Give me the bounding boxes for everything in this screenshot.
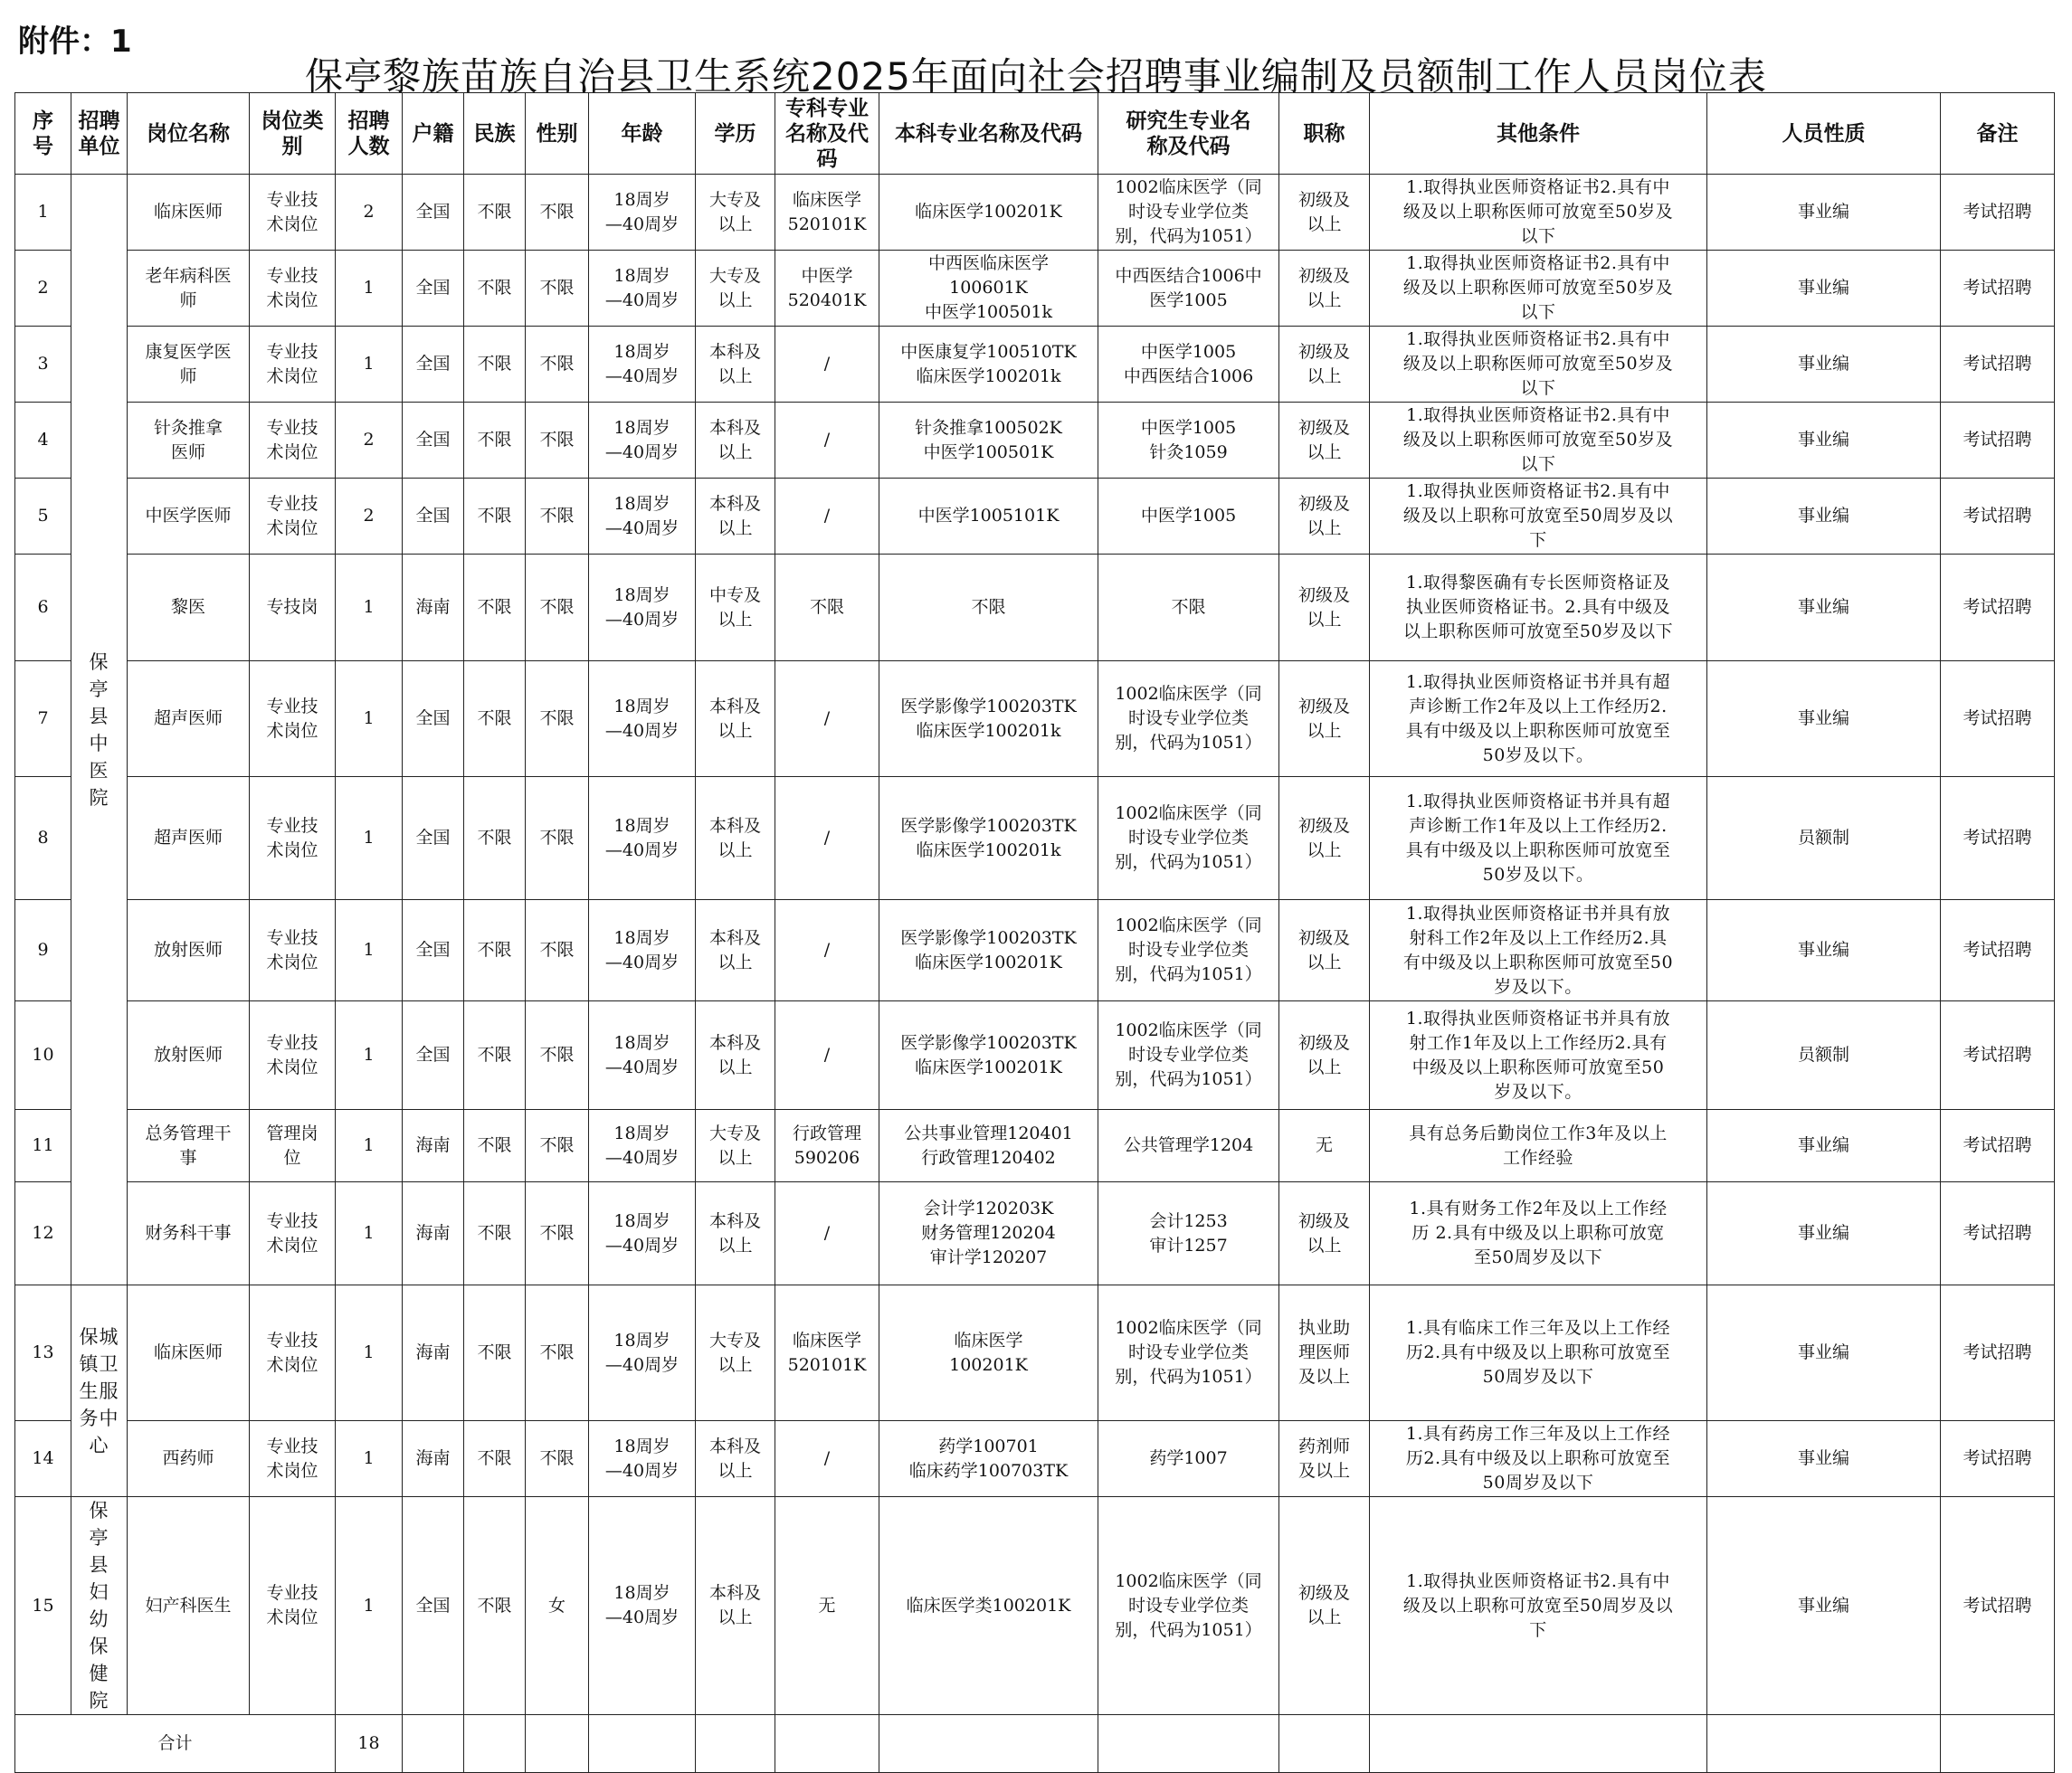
cell-recruit-count: 1 (336, 1182, 403, 1285)
cell-gender: 不限 (526, 175, 589, 251)
cell-professional-title: 初级及 以上 (1279, 555, 1370, 661)
cell-age-range: 18周岁 —40周岁 (589, 900, 696, 1001)
cell-staff-nature: 事业编 (1707, 1110, 1941, 1182)
cell-ethnicity: 不限 (464, 1421, 526, 1497)
cell-bachelor-major: 药学100701 临床药学100703TK (879, 1421, 1098, 1497)
header-graduate-major: 研究生专业名 称及代码 (1098, 93, 1279, 175)
cell-other-conditions: 1.取得执业医师资格证书并具有超 声诊断工作2年及以上工作经历2. 具有中级及以上职称医师可放宽至 50岁及以下。 (1370, 661, 1707, 777)
empty-cell (1279, 1715, 1370, 1773)
cell-hukou: 海南 (403, 1110, 464, 1182)
cell-graduate-major: 中医学1005 中西医结合1006 (1098, 327, 1279, 403)
row-seq: 4 (15, 403, 71, 479)
cell-gender: 不限 (526, 555, 589, 661)
cell-hukou: 全国 (403, 327, 464, 403)
cell-staff-nature: 员额制 (1707, 777, 1941, 900)
cell-other-conditions: 1.取得执业医师资格证书2.具有中 级及以上职称医师可放宽至50岁及 以下 (1370, 403, 1707, 479)
cell-professional-title: 初级及 以上 (1279, 251, 1370, 327)
cell-recruit-count: 1 (336, 900, 403, 1001)
header-unit: 招聘 单位 (71, 93, 128, 175)
cell-recruit-count: 1 (336, 327, 403, 403)
cell-ethnicity: 不限 (464, 175, 526, 251)
cell-staff-nature: 事业编 (1707, 403, 1941, 479)
cell-professional-title: 无 (1279, 1110, 1370, 1182)
cell-professional-title: 初级及 以上 (1279, 479, 1370, 555)
cell-other-conditions: 1.具有药房工作三年及以上工作经 历2.具有中级及以上职称可放宽至 50周岁及以下 (1370, 1421, 1707, 1497)
cell-gender: 不限 (526, 900, 589, 1001)
cell-ethnicity: 不限 (464, 1001, 526, 1110)
cell-post-category: 专业技 术岗位 (250, 900, 336, 1001)
cell-graduate-major: 中医学1005 (1098, 479, 1279, 555)
row-seq: 11 (15, 1110, 71, 1182)
cell-staff-nature: 员额制 (1707, 1001, 1941, 1110)
header-title: 职称 (1279, 93, 1370, 175)
header-education: 学历 (696, 93, 775, 175)
cell-post-category: 专业技 术岗位 (250, 661, 336, 777)
cell-bachelor-major: 临床医学100201K (879, 175, 1098, 251)
cell-junior-major: 临床医学 520101K (775, 1285, 879, 1421)
cell-education: 大专及 以上 (696, 1285, 775, 1421)
table-row (15, 251, 2055, 327)
cell-gender: 不限 (526, 479, 589, 555)
cell-junior-major: / (775, 327, 879, 403)
cell-recruit-count: 1 (336, 1001, 403, 1110)
header-count: 招聘 人数 (336, 93, 403, 175)
cell-post-category: 专业技 术岗位 (250, 1497, 336, 1715)
row-seq: 9 (15, 900, 71, 1001)
cell-recruit-count: 1 (336, 251, 403, 327)
cell-post-category: 专业技 术岗位 (250, 479, 336, 555)
cell-junior-major: / (775, 1001, 879, 1110)
cell-hukou: 全国 (403, 251, 464, 327)
cell-post-name: 超声医师 (128, 661, 250, 777)
cell-post-category: 专业技 术岗位 (250, 251, 336, 327)
header-hukou: 户籍 (403, 93, 464, 175)
cell-post-name: 中医学医师 (128, 479, 250, 555)
cell-other-conditions: 1.具有财务工作2年及以上工作经 历 2.具有中级及以上职称可放宽 至50周岁及以下 (1370, 1182, 1707, 1285)
cell-graduate-major: 1002临床医学（同 时设专业学位类 别，代码为1051） (1098, 900, 1279, 1001)
cell-staff-nature: 事业编 (1707, 479, 1941, 555)
cell-post-name: 老年病科医 师 (128, 251, 250, 327)
cell-gender: 不限 (526, 1285, 589, 1421)
cell-ethnicity: 不限 (464, 1110, 526, 1182)
cell-staff-nature: 事业编 (1707, 1497, 1941, 1715)
cell-other-conditions: 1.取得执业医师资格证书并具有放 射科工作2年及以上工作经历2.具 有中级及以上职称医师可放宽至50 岁及以下。 (1370, 900, 1707, 1001)
row-seq: 12 (15, 1182, 71, 1285)
cell-bachelor-major: 会计学120203K 财务管理120204 审计学120207 (879, 1182, 1098, 1285)
cell-ethnicity: 不限 (464, 479, 526, 555)
cell-age-range: 18周岁 —40周岁 (589, 661, 696, 777)
cell-other-conditions: 1.取得执业医师资格证书2.具有中 级及以上职称医师可放宽至50岁及 以下 (1370, 175, 1707, 251)
cell-recruit-count: 1 (336, 1110, 403, 1182)
cell-ethnicity: 不限 (464, 900, 526, 1001)
cell-staff-nature: 事业编 (1707, 1182, 1941, 1285)
empty-cell (1941, 1715, 2055, 1773)
cell-hukou: 海南 (403, 555, 464, 661)
cell-staff-nature: 事业编 (1707, 175, 1941, 251)
cell-junior-major: / (775, 403, 879, 479)
cell-hukou: 海南 (403, 1182, 464, 1285)
cell-education: 本科及 以上 (696, 1182, 775, 1285)
cell-recruit-count: 1 (336, 1285, 403, 1421)
cell-graduate-major: 中西医结合1006中 医学1005 (1098, 251, 1279, 327)
table-row (15, 1421, 2055, 1497)
table-row (15, 327, 2055, 403)
cell-ethnicity: 不限 (464, 1285, 526, 1421)
cell-post-category: 专业技 术岗位 (250, 327, 336, 403)
cell-hukou: 全国 (403, 479, 464, 555)
cell-hukou: 全国 (403, 1001, 464, 1110)
cell-recruit-count: 1 (336, 1421, 403, 1497)
cell-ethnicity: 不限 (464, 327, 526, 403)
cell-age-range: 18周岁 —40周岁 (589, 251, 696, 327)
recruit-unit: 保城 镇卫 生服 务中 心 (71, 1285, 128, 1497)
cell-professional-title: 药剂师 及以上 (1279, 1421, 1370, 1497)
cell-age-range: 18周岁 —40周岁 (589, 777, 696, 900)
cell-professional-title: 初级及 以上 (1279, 777, 1370, 900)
cell-bachelor-major: 医学影像学100203TK 临床医学100201k (879, 777, 1098, 900)
header-row (15, 93, 2055, 175)
cell-remark: 考试招聘 (1941, 1421, 2055, 1497)
cell-staff-nature: 事业编 (1707, 661, 1941, 777)
cell-junior-major: / (775, 661, 879, 777)
cell-post-name: 总务管理干 事 (128, 1110, 250, 1182)
cell-bachelor-major: 临床医学 100201K (879, 1285, 1098, 1421)
table-row (15, 555, 2055, 661)
empty-cell (403, 1715, 464, 1773)
cell-hukou: 海南 (403, 1285, 464, 1421)
cell-professional-title: 初级及 以上 (1279, 661, 1370, 777)
cell-gender: 不限 (526, 1001, 589, 1110)
cell-professional-title: 执业助 理医师 及以上 (1279, 1285, 1370, 1421)
cell-recruit-count: 1 (336, 777, 403, 900)
cell-remark: 考试招聘 (1941, 777, 2055, 900)
row-seq: 1 (15, 175, 71, 251)
row-seq: 7 (15, 661, 71, 777)
row-seq: 15 (15, 1497, 71, 1715)
header-junior-major: 专科专业 名称及代 码 (775, 93, 879, 175)
cell-staff-nature: 事业编 (1707, 555, 1941, 661)
header-remark: 备注 (1941, 93, 2055, 175)
total-label: 合计 (15, 1715, 336, 1773)
table-row (15, 1285, 2055, 1421)
cell-post-name: 财务科干事 (128, 1182, 250, 1285)
header-age: 年龄 (589, 93, 696, 175)
cell-remark: 考试招聘 (1941, 661, 2055, 777)
table-row (15, 777, 2055, 900)
cell-staff-nature: 事业编 (1707, 251, 1941, 327)
cell-post-category: 专业技 术岗位 (250, 175, 336, 251)
cell-graduate-major: 1002临床医学（同 时设专业学位类 别，代码为1051） (1098, 777, 1279, 900)
row-seq: 3 (15, 327, 71, 403)
cell-post-name: 妇产科医生 (128, 1497, 250, 1715)
cell-recruit-count: 1 (336, 1497, 403, 1715)
row-seq: 5 (15, 479, 71, 555)
cell-post-name: 放射医师 (128, 1001, 250, 1110)
cell-gender: 不限 (526, 1182, 589, 1285)
cell-age-range: 18周岁 —40周岁 (589, 1421, 696, 1497)
cell-education: 大专及 以上 (696, 251, 775, 327)
cell-recruit-count: 2 (336, 175, 403, 251)
cell-junior-major: / (775, 1421, 879, 1497)
recruitment-table (14, 92, 2055, 1773)
cell-junior-major: / (775, 777, 879, 900)
header-staff-nature: 人员性质 (1707, 93, 1941, 175)
empty-cell (589, 1715, 696, 1773)
cell-ethnicity: 不限 (464, 1497, 526, 1715)
empty-cell (1370, 1715, 1707, 1773)
cell-gender: 不限 (526, 251, 589, 327)
cell-professional-title: 初级及 以上 (1279, 1001, 1370, 1110)
cell-post-category: 专业技 术岗位 (250, 1001, 336, 1110)
cell-junior-major: / (775, 900, 879, 1001)
cell-ethnicity: 不限 (464, 777, 526, 900)
cell-staff-nature: 事业编 (1707, 327, 1941, 403)
empty-cell (775, 1715, 879, 1773)
cell-junior-major: 行政管理 590206 (775, 1110, 879, 1182)
cell-recruit-count: 2 (336, 479, 403, 555)
cell-remark: 考试招聘 (1941, 327, 2055, 403)
cell-post-name: 针灸推拿 医师 (128, 403, 250, 479)
cell-education: 大专及 以上 (696, 1110, 775, 1182)
empty-cell (1707, 1715, 1941, 1773)
cell-age-range: 18周岁 —40周岁 (589, 403, 696, 479)
cell-hukou: 全国 (403, 1497, 464, 1715)
attachment-label: 附件：1 (18, 24, 132, 60)
total-count: 18 (336, 1715, 403, 1773)
header-seq: 序 号 (15, 93, 71, 175)
cell-education: 本科及 以上 (696, 777, 775, 900)
table-row (15, 1182, 2055, 1285)
cell-other-conditions: 1.取得执业医师资格证书并具有放 射工作1年及以上工作经历2.具有 中级及以上职称医师可放宽至50 岁及以下。 (1370, 1001, 1707, 1110)
header-gender: 性别 (526, 93, 589, 175)
table-row (15, 1001, 2055, 1110)
cell-bachelor-major: 医学影像学100203TK 临床医学100201K (879, 900, 1098, 1001)
table-row (15, 900, 2055, 1001)
cell-gender: 不限 (526, 403, 589, 479)
cell-ethnicity: 不限 (464, 251, 526, 327)
cell-graduate-major: 药学1007 (1098, 1421, 1279, 1497)
row-seq: 14 (15, 1421, 71, 1497)
cell-remark: 考试招聘 (1941, 403, 2055, 479)
cell-remark: 考试招聘 (1941, 175, 2055, 251)
header-other-conditions: 其他条件 (1370, 93, 1707, 175)
cell-gender: 不限 (526, 327, 589, 403)
cell-bachelor-major: 医学影像学100203TK 临床医学100201K (879, 1001, 1098, 1110)
cell-post-category: 专业技 术岗位 (250, 777, 336, 900)
cell-hukou: 全国 (403, 900, 464, 1001)
cell-junior-major: / (775, 1182, 879, 1285)
row-seq: 10 (15, 1001, 71, 1110)
header-category: 岗位类 别 (250, 93, 336, 175)
cell-post-name: 临床医师 (128, 175, 250, 251)
cell-age-range: 18周岁 —40周岁 (589, 555, 696, 661)
cell-post-category: 专业技 术岗位 (250, 1421, 336, 1497)
cell-staff-nature: 事业编 (1707, 1421, 1941, 1497)
cell-gender: 不限 (526, 661, 589, 777)
cell-age-range: 18周岁 —40周岁 (589, 1182, 696, 1285)
cell-age-range: 18周岁 —40周岁 (589, 1001, 696, 1110)
cell-gender: 不限 (526, 777, 589, 900)
cell-remark: 考试招聘 (1941, 479, 2055, 555)
recruit-unit: 保 亭 县 妇 幼 保 健 院 (71, 1497, 128, 1715)
row-seq: 8 (15, 777, 71, 900)
cell-professional-title: 初级及 以上 (1279, 1182, 1370, 1285)
cell-hukou: 全国 (403, 175, 464, 251)
cell-age-range: 18周岁 —40周岁 (589, 1110, 696, 1182)
cell-recruit-count: 1 (336, 661, 403, 777)
cell-junior-major: 不限 (775, 555, 879, 661)
cell-education: 本科及 以上 (696, 1001, 775, 1110)
cell-post-category: 管理岗 位 (250, 1110, 336, 1182)
cell-post-name: 西药师 (128, 1421, 250, 1497)
recruit-unit: 保 亭 县 中 医 院 (71, 175, 128, 1285)
cell-other-conditions: 1.取得执业医师资格证书2.具有中 级及以上职称可放宽至50周岁及以 下 (1370, 479, 1707, 555)
empty-cell (1098, 1715, 1279, 1773)
cell-recruit-count: 1 (336, 555, 403, 661)
cell-education: 本科及 以上 (696, 661, 775, 777)
cell-ethnicity: 不限 (464, 1182, 526, 1285)
table-row (15, 661, 2055, 777)
cell-remark: 考试招聘 (1941, 555, 2055, 661)
cell-recruit-count: 2 (336, 403, 403, 479)
cell-other-conditions: 1.取得黎医确有专长医师资格证及 执业医师资格证书。2.具有中级及 以上职称医师可放宽至50岁及以下 (1370, 555, 1707, 661)
cell-post-name: 临床医师 (128, 1285, 250, 1421)
cell-remark: 考试招聘 (1941, 251, 2055, 327)
cell-post-name: 超声医师 (128, 777, 250, 900)
cell-professional-title: 初级及 以上 (1279, 1497, 1370, 1715)
cell-professional-title: 初级及 以上 (1279, 403, 1370, 479)
cell-professional-title: 初级及 以上 (1279, 327, 1370, 403)
cell-other-conditions: 1.取得执业医师资格证书并具有超 声诊断工作1年及以上工作经历2. 具有中级及以上职称医师可放宽至 50岁及以下。 (1370, 777, 1707, 900)
cell-professional-title: 初级及 以上 (1279, 175, 1370, 251)
table-row (15, 1110, 2055, 1182)
cell-age-range: 18周岁 —40周岁 (589, 1497, 696, 1715)
cell-graduate-major: 1002临床医学（同 时设专业学位类 别，代码为1051） (1098, 175, 1279, 251)
cell-graduate-major: 1002临床医学（同 时设专业学位类 别，代码为1051） (1098, 1497, 1279, 1715)
header-post: 岗位名称 (128, 93, 250, 175)
empty-cell (464, 1715, 526, 1773)
cell-age-range: 18周岁 —40周岁 (589, 327, 696, 403)
cell-post-name: 放射医师 (128, 900, 250, 1001)
cell-other-conditions: 1.取得执业医师资格证书2.具有中 级及以上职称医师可放宽至50岁及 以下 (1370, 251, 1707, 327)
row-seq: 6 (15, 555, 71, 661)
cell-post-category: 专业技 术岗位 (250, 1182, 336, 1285)
cell-education: 本科及 以上 (696, 1421, 775, 1497)
cell-post-category: 专业技 术岗位 (250, 403, 336, 479)
cell-junior-major: 临床医学 520101K (775, 175, 879, 251)
cell-post-name: 黎医 (128, 555, 250, 661)
cell-age-range: 18周岁 —40周岁 (589, 1285, 696, 1421)
cell-gender: 不限 (526, 1421, 589, 1497)
cell-education: 本科及 以上 (696, 403, 775, 479)
cell-ethnicity: 不限 (464, 661, 526, 777)
table-row (15, 175, 2055, 251)
empty-cell (879, 1715, 1098, 1773)
cell-bachelor-major: 中西医临床医学 100601K 中医学100501k (879, 251, 1098, 327)
empty-cell (696, 1715, 775, 1773)
table-row (15, 1497, 2055, 1715)
cell-other-conditions: 1.取得执业医师资格证书2.具有中 级及以上职称医师可放宽至50岁及 以下 (1370, 327, 1707, 403)
cell-remark: 考试招聘 (1941, 900, 2055, 1001)
cell-hukou: 全国 (403, 777, 464, 900)
cell-gender: 女 (526, 1497, 589, 1715)
cell-bachelor-major: 临床医学类100201K (879, 1497, 1098, 1715)
cell-bachelor-major: 公共事业管理120401 行政管理120402 (879, 1110, 1098, 1182)
cell-staff-nature: 事业编 (1707, 900, 1941, 1001)
cell-remark: 考试招聘 (1941, 1182, 2055, 1285)
cell-professional-title: 初级及 以上 (1279, 900, 1370, 1001)
cell-education: 大专及 以上 (696, 175, 775, 251)
cell-bachelor-major: 中医康复学100510TK 临床医学100201k (879, 327, 1098, 403)
cell-other-conditions: 具有总务后勤岗位工作3年及以上 工作经验 (1370, 1110, 1707, 1182)
page-title: 保亭黎族苗族自治县卫生系统2025年面向社会招聘事业编制及员额制工作人员岗位表 (305, 54, 1767, 99)
cell-gender: 不限 (526, 1110, 589, 1182)
cell-junior-major: 中医学 520401K (775, 251, 879, 327)
cell-ethnicity: 不限 (464, 403, 526, 479)
cell-education: 中专及 以上 (696, 555, 775, 661)
cell-education: 本科及 以上 (696, 900, 775, 1001)
cell-education: 本科及 以上 (696, 479, 775, 555)
cell-hukou: 海南 (403, 1421, 464, 1497)
cell-education: 本科及 以上 (696, 1497, 775, 1715)
table-row (15, 403, 2055, 479)
cell-age-range: 18周岁 —40周岁 (589, 175, 696, 251)
cell-junior-major: / (775, 479, 879, 555)
cell-bachelor-major: 针灸推拿100502K 中医学100501K (879, 403, 1098, 479)
cell-bachelor-major: 不限 (879, 555, 1098, 661)
table-row (15, 479, 2055, 555)
cell-hukou: 全国 (403, 661, 464, 777)
row-seq: 2 (15, 251, 71, 327)
cell-graduate-major: 会计1253 审计1257 (1098, 1182, 1279, 1285)
cell-junior-major: 无 (775, 1497, 879, 1715)
cell-graduate-major: 不限 (1098, 555, 1279, 661)
cell-other-conditions: 1.取得执业医师资格证书2.具有中 级及以上职称可放宽至50周岁及以 下 (1370, 1497, 1707, 1715)
cell-age-range: 18周岁 —40周岁 (589, 479, 696, 555)
cell-graduate-major: 1002临床医学（同 时设专业学位类 别，代码为1051） (1098, 1001, 1279, 1110)
cell-bachelor-major: 中医学1005101K (879, 479, 1098, 555)
cell-staff-nature: 事业编 (1707, 1285, 1941, 1421)
cell-remark: 考试招聘 (1941, 1110, 2055, 1182)
cell-hukou: 全国 (403, 403, 464, 479)
cell-post-category: 专技岗 (250, 555, 336, 661)
row-seq: 13 (15, 1285, 71, 1421)
empty-cell (526, 1715, 589, 1773)
header-ethnic: 民族 (464, 93, 526, 175)
total-row (15, 1715, 2055, 1773)
cell-graduate-major: 公共管理学1204 (1098, 1110, 1279, 1182)
cell-education: 本科及 以上 (696, 327, 775, 403)
cell-graduate-major: 中医学1005 针灸1059 (1098, 403, 1279, 479)
cell-ethnicity: 不限 (464, 555, 526, 661)
cell-remark: 考试招聘 (1941, 1497, 2055, 1715)
cell-graduate-major: 1002临床医学（同 时设专业学位类 别，代码为1051） (1098, 1285, 1279, 1421)
header-bachelor-major: 本科专业名称及代码 (879, 93, 1098, 175)
cell-remark: 考试招聘 (1941, 1001, 2055, 1110)
cell-remark: 考试招聘 (1941, 1285, 2055, 1421)
cell-post-category: 专业技 术岗位 (250, 1285, 336, 1421)
cell-graduate-major: 1002临床医学（同 时设专业学位类 别，代码为1051） (1098, 661, 1279, 777)
cell-other-conditions: 1.具有临床工作三年及以上工作经 历2.具有中级及以上职称可放宽至 50周岁及以下 (1370, 1285, 1707, 1421)
cell-post-name: 康复医学医 师 (128, 327, 250, 403)
cell-bachelor-major: 医学影像学100203TK 临床医学100201k (879, 661, 1098, 777)
